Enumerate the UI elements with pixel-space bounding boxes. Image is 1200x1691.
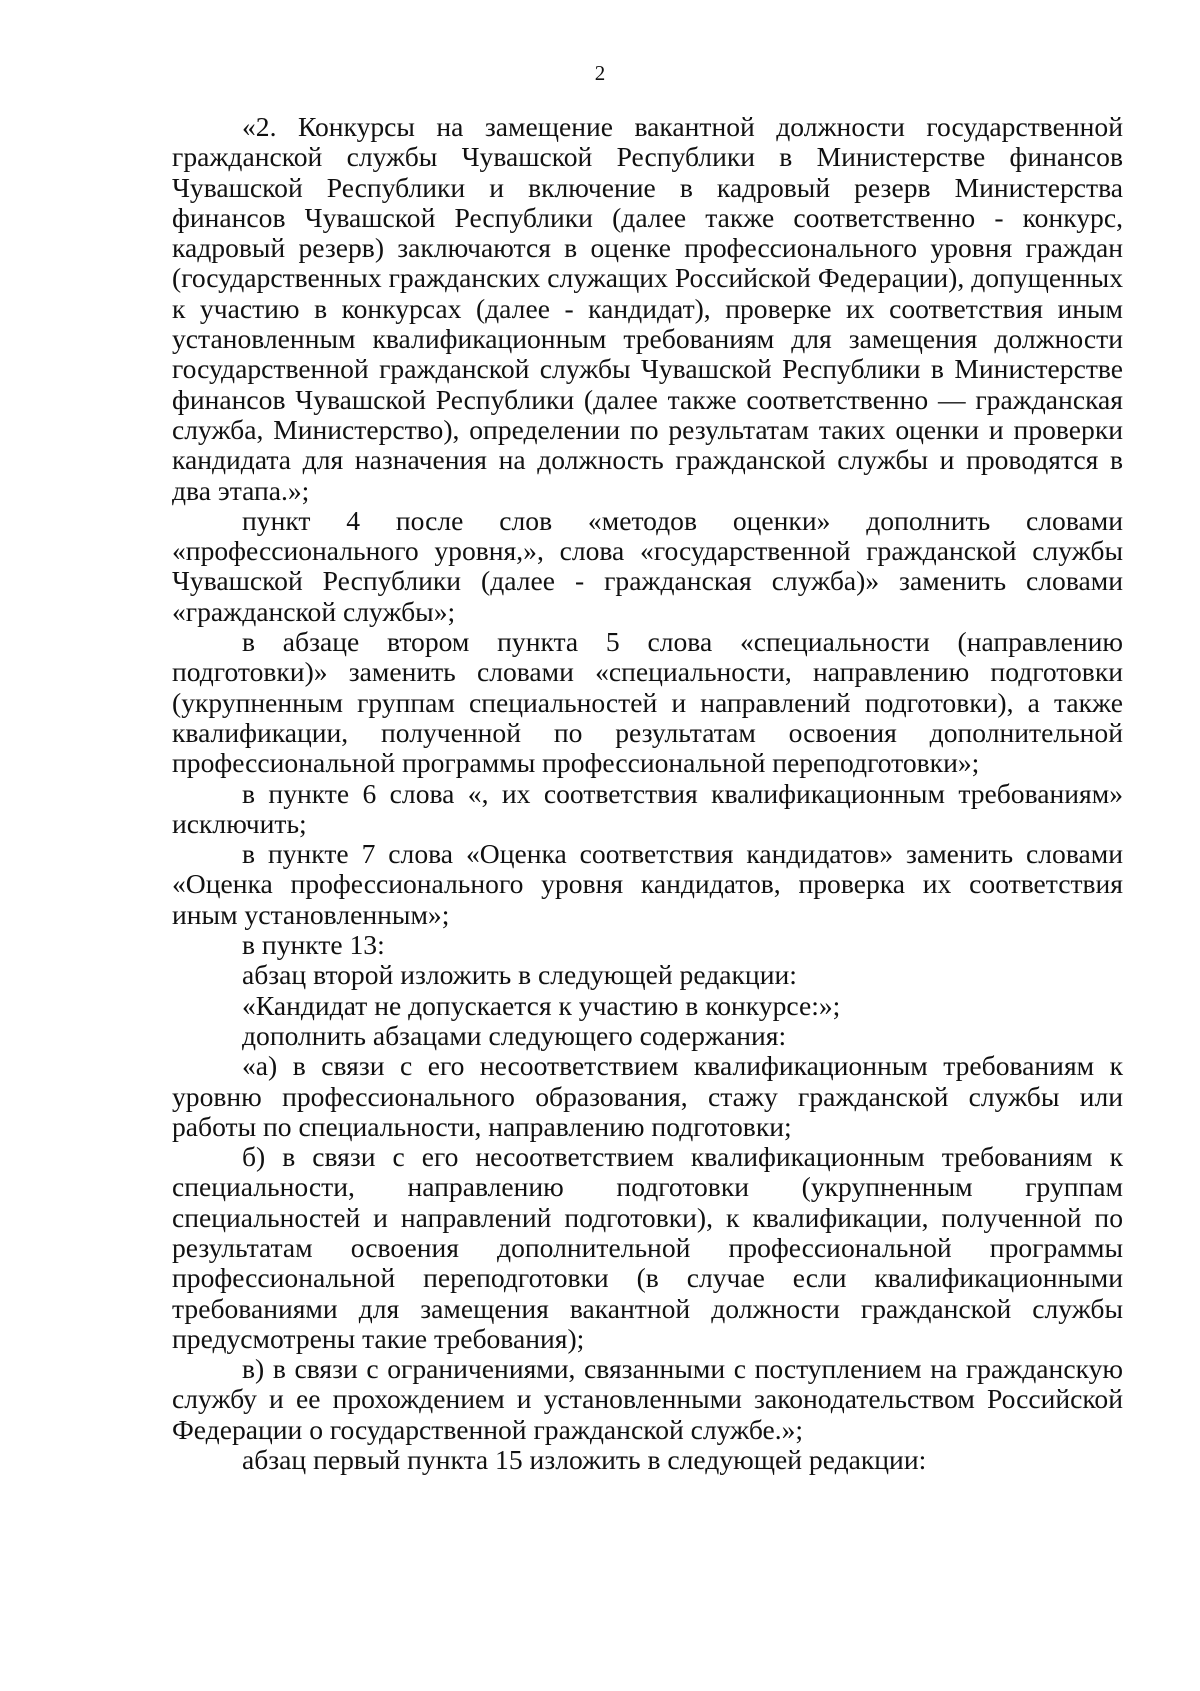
paragraph: абзац первый пункта 15 изложить в следующей редакции: bbox=[242, 1444, 927, 1476]
paragraph: в) в связи с ограничениями, связанными с поступлением на гражданскую службу и ее прохождением и установленными законодательством Российской Федерации о государственной гражданской службе.»; bbox=[172, 1353, 1123, 1445]
paragraph: пункт 4 после слов «методов оценки» дополнить словами «профессионального уровня,», слова «государственной гражданской службы Чувашской Республики (далее - гражданская служба)» заменить словами «гражданской службы»; bbox=[172, 504, 1123, 627]
document-body bbox=[172, 112, 1123, 1475]
paragraph: абзац второй изложить в следующей редакции: bbox=[242, 959, 797, 991]
paragraph: дополнить абзацами следующего содержания: bbox=[242, 1019, 787, 1051]
paragraph: в абзаце втором пункта 5 слова «специальности (направлению подготовки)» заменить словами «специальности, направлению подготовки (укрупненным группам специальностей и направлений подготовки), а также квалификации, полученной по результатам освоения дополнительной профессиональной программы профессиональной переподготовки»; bbox=[172, 626, 1123, 779]
page-number: 2 bbox=[594, 61, 606, 85]
paragraph: б) в связи с его несоответствием квалификационным требованиям к специальности, направлению подготовки (укрупненным группам специальностей и направлений подготовки), к квалификации, полученной по результатам освоения дополнительной профессиональной программы профессиональной переподготовки (в случае если квалификационными требованиями для замещения вакантной должности гражданской службы предусмотрены такие требования); bbox=[172, 1141, 1123, 1354]
paragraph: в пункте 13: bbox=[242, 929, 385, 961]
paragraph: «Кандидат не допускается к участию в конкурсе:»; bbox=[242, 989, 841, 1021]
paragraph: «2. Конкурсы на замещение вакантной должности государственной гражданской службы Чувашской Республики в Министерстве финансов Чувашской Республики и включение в кадровый резерв Министерства финансов Чувашской Республики (далее также соответственно - конкурс, кадровый резерв) заключаются в оценке профессионального уровня граждан (государственных гражданских служащих Российской Федерации), допущенных к участию в конкурсах (далее - кандидат), проверке их соответствия иным установленным квалификационным требованиям для замещения должности государственной гражданской службы Чувашской Республики в Министерстве финансов Чувашской Республики (далее также соответственно — гражданская служба, Министерство), определении по результатам таких оценки и проверки кандидата для назначения на должность гражданской службы и проводятся в два этапа.»; bbox=[172, 111, 1123, 506]
paragraph: в пункте 7 слова «Оценка соответствия кандидатов» заменить словами «Оценка профессионального уровня кандидатов, проверка их соответствия иным установленным»; bbox=[172, 838, 1123, 930]
paragraph: в пункте 6 слова «, их соответствия квалификационным требованиям» исключить; bbox=[172, 777, 1123, 839]
paragraph: «а) в связи с его несоответствием квалификационным требованиям к уровню профессионального образования, стажу гражданской службы или работы по специальности, направлению подготовки; bbox=[172, 1050, 1123, 1142]
